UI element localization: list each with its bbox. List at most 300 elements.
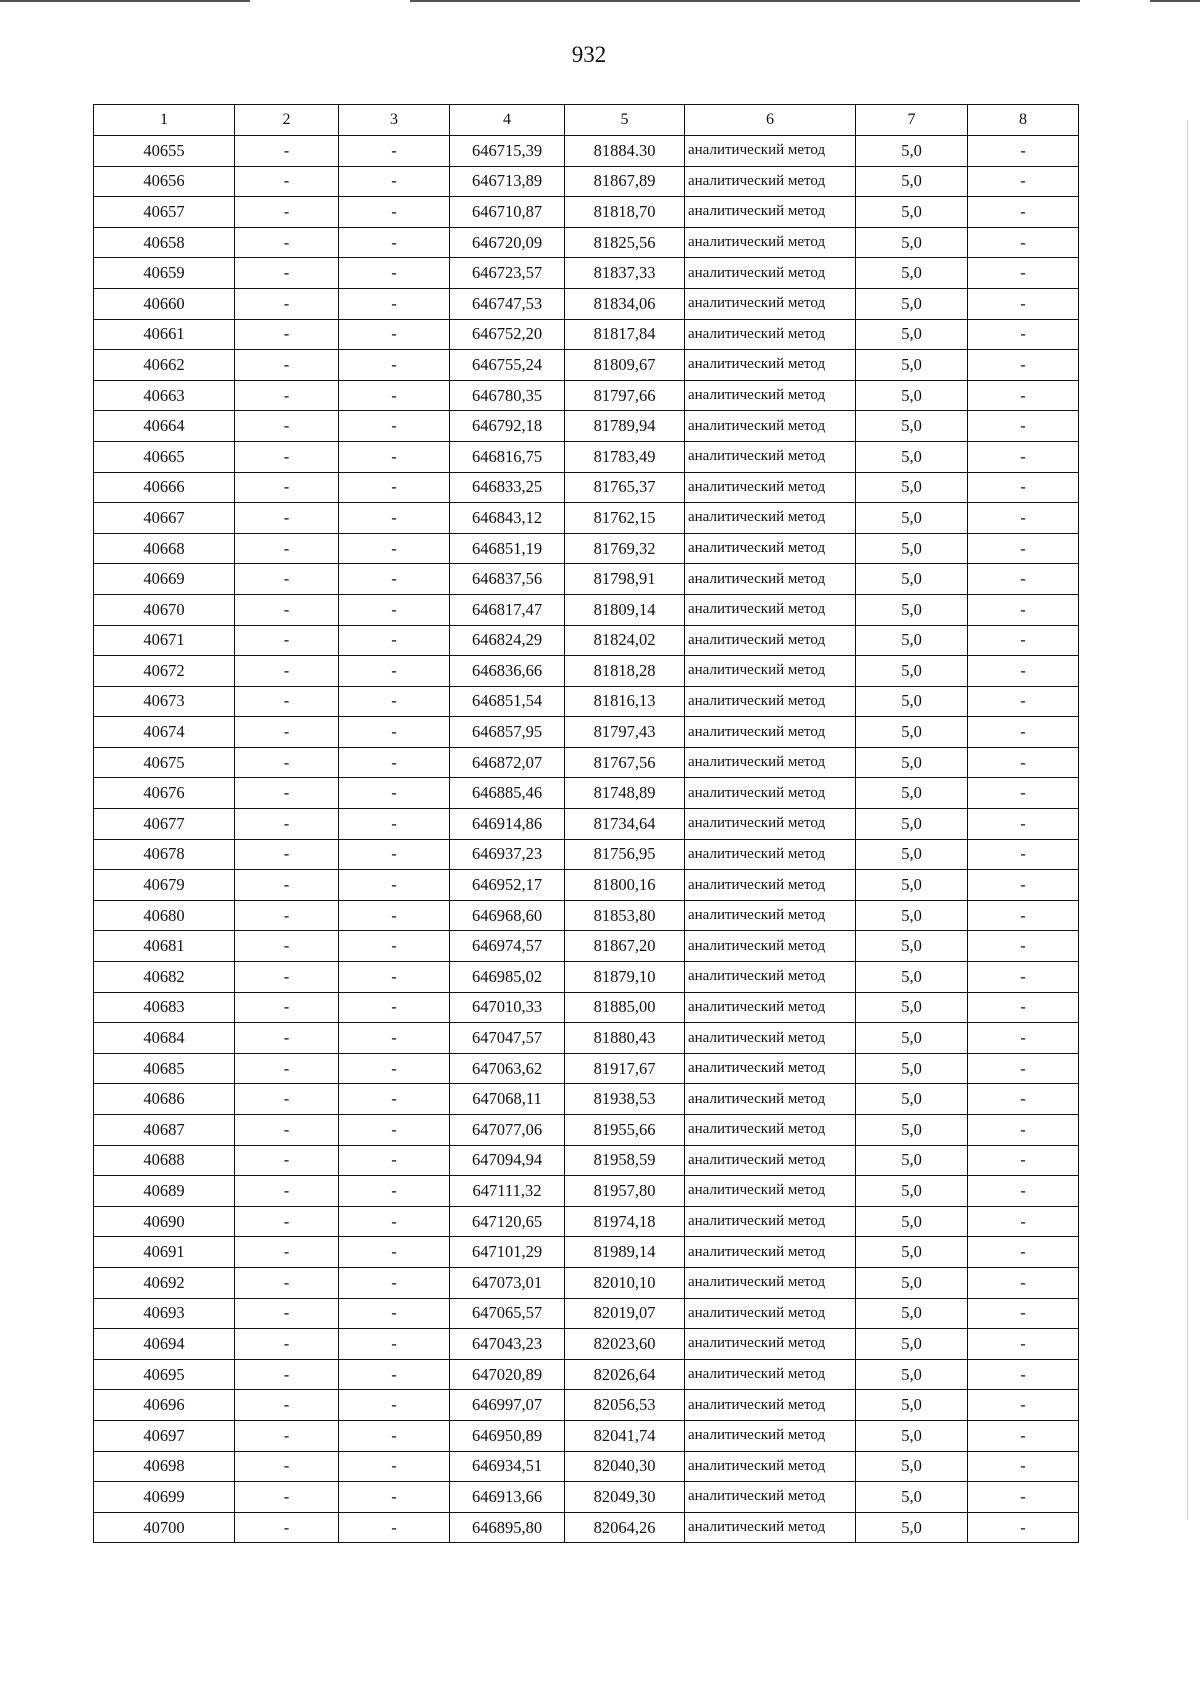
point-number-cell: 40660 bbox=[94, 288, 235, 319]
col-2-value-cell: - bbox=[235, 1298, 339, 1329]
y-coordinate-cell: 81879,10 bbox=[565, 962, 685, 993]
method-cell: аналитический метод bbox=[685, 1267, 856, 1298]
method-cell: аналитический метод bbox=[685, 258, 856, 289]
col-8-value-cell: - bbox=[968, 931, 1079, 962]
col-8-value-cell: - bbox=[968, 319, 1079, 350]
col-2-value-cell: - bbox=[235, 1390, 339, 1421]
method-cell: аналитический метод bbox=[685, 1298, 856, 1329]
method-cell: аналитический метод bbox=[685, 380, 856, 411]
table-row bbox=[94, 503, 1079, 534]
table-row bbox=[94, 288, 1079, 319]
x-coordinate-cell: 646723,57 bbox=[450, 258, 565, 289]
col-8-value-cell: - bbox=[968, 380, 1079, 411]
col-8-value-cell: - bbox=[968, 1084, 1079, 1115]
accuracy-cell: 5,0 bbox=[856, 503, 968, 534]
point-number-cell: 40674 bbox=[94, 717, 235, 748]
x-coordinate-cell: 647020,89 bbox=[450, 1359, 565, 1390]
y-coordinate-cell: 81957,80 bbox=[565, 1176, 685, 1207]
y-coordinate-cell: 81734,64 bbox=[565, 809, 685, 840]
col-8-value-cell: - bbox=[968, 839, 1079, 870]
point-number-cell: 40693 bbox=[94, 1298, 235, 1329]
table-row bbox=[94, 1023, 1079, 1054]
y-coordinate-cell: 81974,18 bbox=[565, 1206, 685, 1237]
accuracy-cell: 5,0 bbox=[856, 625, 968, 656]
col-3-value-cell: - bbox=[339, 1084, 450, 1115]
col-3-value-cell: - bbox=[339, 809, 450, 840]
col-8-value-cell: - bbox=[968, 1451, 1079, 1482]
x-coordinate-cell: 646857,95 bbox=[450, 717, 565, 748]
point-number-cell: 40682 bbox=[94, 962, 235, 993]
column-header-7: 7 bbox=[856, 105, 968, 136]
y-coordinate-cell: 81797,43 bbox=[565, 717, 685, 748]
y-coordinate-cell: 81825,56 bbox=[565, 227, 685, 258]
col-2-value-cell: - bbox=[235, 350, 339, 381]
accuracy-cell: 5,0 bbox=[856, 870, 968, 901]
col-8-value-cell: - bbox=[968, 472, 1079, 503]
table-row bbox=[94, 962, 1079, 993]
x-coordinate-cell: 646950,89 bbox=[450, 1420, 565, 1451]
col-8-value-cell: - bbox=[968, 900, 1079, 931]
accuracy-cell: 5,0 bbox=[856, 1145, 968, 1176]
accuracy-cell: 5,0 bbox=[856, 166, 968, 197]
y-coordinate-cell: 81797,66 bbox=[565, 380, 685, 411]
point-number-cell: 40679 bbox=[94, 870, 235, 901]
accuracy-cell: 5,0 bbox=[856, 1390, 968, 1421]
x-coordinate-cell: 646952,17 bbox=[450, 870, 565, 901]
point-number-cell: 40671 bbox=[94, 625, 235, 656]
y-coordinate-cell: 81837,33 bbox=[565, 258, 685, 289]
accuracy-cell: 5,0 bbox=[856, 472, 968, 503]
table-row bbox=[94, 1267, 1079, 1298]
col-3-value-cell: - bbox=[339, 992, 450, 1023]
col-2-value-cell: - bbox=[235, 931, 339, 962]
point-number-cell: 40664 bbox=[94, 411, 235, 442]
col-3-value-cell: - bbox=[339, 258, 450, 289]
col-8-value-cell: - bbox=[968, 1176, 1079, 1207]
x-coordinate-cell: 647073,01 bbox=[450, 1267, 565, 1298]
y-coordinate-cell: 81834,06 bbox=[565, 288, 685, 319]
col-3-value-cell: - bbox=[339, 1053, 450, 1084]
x-coordinate-cell: 646792,18 bbox=[450, 411, 565, 442]
y-coordinate-cell: 81762,15 bbox=[565, 503, 685, 534]
x-coordinate-cell: 646851,19 bbox=[450, 533, 565, 564]
y-coordinate-cell: 81824,02 bbox=[565, 625, 685, 656]
col-8-value-cell: - bbox=[968, 227, 1079, 258]
table-row bbox=[94, 931, 1079, 962]
col-3-value-cell: - bbox=[339, 931, 450, 962]
x-coordinate-cell: 646851,54 bbox=[450, 686, 565, 717]
y-coordinate-cell: 81884.30 bbox=[565, 136, 685, 167]
method-cell: аналитический метод bbox=[685, 441, 856, 472]
col-2-value-cell: - bbox=[235, 1359, 339, 1390]
scan-edge-marks bbox=[0, 0, 1200, 3]
accuracy-cell: 5,0 bbox=[856, 227, 968, 258]
col-2-value-cell: - bbox=[235, 625, 339, 656]
col-3-value-cell: - bbox=[339, 1420, 450, 1451]
col-2-value-cell: - bbox=[235, 441, 339, 472]
col-8-value-cell: - bbox=[968, 533, 1079, 564]
accuracy-cell: 5,0 bbox=[856, 992, 968, 1023]
method-cell: аналитический метод bbox=[685, 747, 856, 778]
x-coordinate-cell: 646824,29 bbox=[450, 625, 565, 656]
x-coordinate-cell: 647101,29 bbox=[450, 1237, 565, 1268]
col-2-value-cell: - bbox=[235, 1237, 339, 1268]
point-number-cell: 40675 bbox=[94, 747, 235, 778]
col-3-value-cell: - bbox=[339, 1329, 450, 1360]
y-coordinate-cell: 82040,30 bbox=[565, 1451, 685, 1482]
col-3-value-cell: - bbox=[339, 1359, 450, 1390]
col-2-value-cell: - bbox=[235, 533, 339, 564]
col-8-value-cell: - bbox=[968, 564, 1079, 595]
point-number-cell: 40656 bbox=[94, 166, 235, 197]
col-8-value-cell: - bbox=[968, 625, 1079, 656]
y-coordinate-cell: 82064,26 bbox=[565, 1512, 685, 1543]
y-coordinate-cell: 81765,37 bbox=[565, 472, 685, 503]
table-row bbox=[94, 411, 1079, 442]
method-cell: аналитический метод bbox=[685, 1329, 856, 1360]
x-coordinate-cell: 646713,89 bbox=[450, 166, 565, 197]
accuracy-cell: 5,0 bbox=[856, 747, 968, 778]
y-coordinate-cell: 81800,16 bbox=[565, 870, 685, 901]
y-coordinate-cell: 82056,53 bbox=[565, 1390, 685, 1421]
y-coordinate-cell: 82026,64 bbox=[565, 1359, 685, 1390]
method-cell: аналитический метод bbox=[685, 533, 856, 564]
method-cell: аналитический метод bbox=[685, 136, 856, 167]
x-coordinate-cell: 646934,51 bbox=[450, 1451, 565, 1482]
x-coordinate-cell: 647077,06 bbox=[450, 1115, 565, 1146]
table-row bbox=[94, 1176, 1079, 1207]
col-3-value-cell: - bbox=[339, 1298, 450, 1329]
method-cell: аналитический метод bbox=[685, 288, 856, 319]
x-coordinate-cell: 646843,12 bbox=[450, 503, 565, 534]
accuracy-cell: 5,0 bbox=[856, 441, 968, 472]
point-number-cell: 40700 bbox=[94, 1512, 235, 1543]
accuracy-cell: 5,0 bbox=[856, 686, 968, 717]
col-2-value-cell: - bbox=[235, 1451, 339, 1482]
y-coordinate-cell: 81809,14 bbox=[565, 594, 685, 625]
point-number-cell: 40690 bbox=[94, 1206, 235, 1237]
method-cell: аналитический метод bbox=[685, 1420, 856, 1451]
col-8-value-cell: - bbox=[968, 686, 1079, 717]
col-2-value-cell: - bbox=[235, 1115, 339, 1146]
point-number-cell: 40661 bbox=[94, 319, 235, 350]
col-3-value-cell: - bbox=[339, 625, 450, 656]
col-2-value-cell: - bbox=[235, 1084, 339, 1115]
x-coordinate-cell: 646710,87 bbox=[450, 197, 565, 228]
table-row bbox=[94, 992, 1079, 1023]
col-3-value-cell: - bbox=[339, 533, 450, 564]
table-row bbox=[94, 656, 1079, 687]
accuracy-cell: 5,0 bbox=[856, 1115, 968, 1146]
col-3-value-cell: - bbox=[339, 288, 450, 319]
method-cell: аналитический метод bbox=[685, 686, 856, 717]
y-coordinate-cell: 81958,59 bbox=[565, 1145, 685, 1176]
y-coordinate-cell: 81867,89 bbox=[565, 166, 685, 197]
table-row bbox=[94, 1512, 1079, 1543]
method-cell: аналитический метод bbox=[685, 717, 856, 748]
x-coordinate-cell: 647094,94 bbox=[450, 1145, 565, 1176]
x-coordinate-cell: 646833,25 bbox=[450, 472, 565, 503]
accuracy-cell: 5,0 bbox=[856, 1329, 968, 1360]
x-coordinate-cell: 646885,46 bbox=[450, 778, 565, 809]
accuracy-cell: 5,0 bbox=[856, 1451, 968, 1482]
col-2-value-cell: - bbox=[235, 1329, 339, 1360]
method-cell: аналитический метод bbox=[685, 197, 856, 228]
point-number-cell: 40681 bbox=[94, 931, 235, 962]
column-header-6: 6 bbox=[685, 105, 856, 136]
col-3-value-cell: - bbox=[339, 380, 450, 411]
col-2-value-cell: - bbox=[235, 747, 339, 778]
table-row bbox=[94, 1359, 1079, 1390]
point-number-cell: 40669 bbox=[94, 564, 235, 595]
col-3-value-cell: - bbox=[339, 839, 450, 870]
table-row bbox=[94, 1298, 1079, 1329]
table-row bbox=[94, 1053, 1079, 1084]
col-3-value-cell: - bbox=[339, 197, 450, 228]
point-number-cell: 40665 bbox=[94, 441, 235, 472]
col-2-value-cell: - bbox=[235, 288, 339, 319]
method-cell: аналитический метод bbox=[685, 1145, 856, 1176]
method-cell: аналитический метод bbox=[685, 656, 856, 687]
table-row bbox=[94, 870, 1079, 901]
point-number-cell: 40673 bbox=[94, 686, 235, 717]
table-row bbox=[94, 686, 1079, 717]
table-row bbox=[94, 717, 1079, 748]
accuracy-cell: 5,0 bbox=[856, 962, 968, 993]
column-header-8: 8 bbox=[968, 105, 1079, 136]
x-coordinate-cell: 646997,07 bbox=[450, 1390, 565, 1421]
y-coordinate-cell: 81853,80 bbox=[565, 900, 685, 931]
col-2-value-cell: - bbox=[235, 1053, 339, 1084]
col-2-value-cell: - bbox=[235, 1512, 339, 1543]
method-cell: аналитический метод bbox=[685, 1023, 856, 1054]
accuracy-cell: 5,0 bbox=[856, 1206, 968, 1237]
col-8-value-cell: - bbox=[968, 594, 1079, 625]
table-row bbox=[94, 1206, 1079, 1237]
col-3-value-cell: - bbox=[339, 900, 450, 931]
x-coordinate-cell: 646837,56 bbox=[450, 564, 565, 595]
x-coordinate-cell: 647047,57 bbox=[450, 1023, 565, 1054]
table-row bbox=[94, 1482, 1079, 1513]
table-row bbox=[94, 258, 1079, 289]
x-coordinate-cell: 647010,33 bbox=[450, 992, 565, 1023]
col-2-value-cell: - bbox=[235, 166, 339, 197]
x-coordinate-cell: 646914,86 bbox=[450, 809, 565, 840]
y-coordinate-cell: 81769,32 bbox=[565, 533, 685, 564]
method-cell: аналитический метод bbox=[685, 625, 856, 656]
accuracy-cell: 5,0 bbox=[856, 533, 968, 564]
table-row bbox=[94, 839, 1079, 870]
x-coordinate-cell: 647068,11 bbox=[450, 1084, 565, 1115]
point-number-cell: 40672 bbox=[94, 656, 235, 687]
point-number-cell: 40687 bbox=[94, 1115, 235, 1146]
x-coordinate-cell: 647065,57 bbox=[450, 1298, 565, 1329]
point-number-cell: 40677 bbox=[94, 809, 235, 840]
col-8-value-cell: - bbox=[968, 1053, 1079, 1084]
y-coordinate-cell: 82019,07 bbox=[565, 1298, 685, 1329]
point-number-cell: 40685 bbox=[94, 1053, 235, 1084]
point-number-cell: 40698 bbox=[94, 1451, 235, 1482]
x-coordinate-cell: 646715,39 bbox=[450, 136, 565, 167]
col-2-value-cell: - bbox=[235, 870, 339, 901]
point-number-cell: 40696 bbox=[94, 1390, 235, 1421]
accuracy-cell: 5,0 bbox=[856, 288, 968, 319]
x-coordinate-cell: 646895,80 bbox=[450, 1512, 565, 1543]
method-cell: аналитический метод bbox=[685, 503, 856, 534]
col-2-value-cell: - bbox=[235, 319, 339, 350]
point-number-cell: 40658 bbox=[94, 227, 235, 258]
col-8-value-cell: - bbox=[968, 1237, 1079, 1268]
accuracy-cell: 5,0 bbox=[856, 411, 968, 442]
col-3-value-cell: - bbox=[339, 1176, 450, 1207]
col-8-value-cell: - bbox=[968, 288, 1079, 319]
method-cell: аналитический метод bbox=[685, 778, 856, 809]
point-number-cell: 40692 bbox=[94, 1267, 235, 1298]
accuracy-cell: 5,0 bbox=[856, 1084, 968, 1115]
point-number-cell: 40657 bbox=[94, 197, 235, 228]
y-coordinate-cell: 81938,53 bbox=[565, 1084, 685, 1115]
col-2-value-cell: - bbox=[235, 809, 339, 840]
col-2-value-cell: - bbox=[235, 717, 339, 748]
table-row bbox=[94, 1420, 1079, 1451]
y-coordinate-cell: 81818,28 bbox=[565, 656, 685, 687]
x-coordinate-cell: 646968,60 bbox=[450, 900, 565, 931]
point-number-cell: 40691 bbox=[94, 1237, 235, 1268]
method-cell: аналитический метод bbox=[685, 1482, 856, 1513]
y-coordinate-cell: 81818,70 bbox=[565, 197, 685, 228]
col-2-value-cell: - bbox=[235, 503, 339, 534]
col-2-value-cell: - bbox=[235, 411, 339, 442]
table-row bbox=[94, 1451, 1079, 1482]
col-8-value-cell: - bbox=[968, 1390, 1079, 1421]
col-2-value-cell: - bbox=[235, 380, 339, 411]
col-3-value-cell: - bbox=[339, 472, 450, 503]
table-row bbox=[94, 472, 1079, 503]
col-2-value-cell: - bbox=[235, 472, 339, 503]
x-coordinate-cell: 646816,75 bbox=[450, 441, 565, 472]
col-3-value-cell: - bbox=[339, 1206, 450, 1237]
col-3-value-cell: - bbox=[339, 350, 450, 381]
x-coordinate-cell: 646780,35 bbox=[450, 380, 565, 411]
point-number-cell: 40689 bbox=[94, 1176, 235, 1207]
point-number-cell: 40688 bbox=[94, 1145, 235, 1176]
y-coordinate-cell: 81809,67 bbox=[565, 350, 685, 381]
col-8-value-cell: - bbox=[968, 1023, 1079, 1054]
x-coordinate-cell: 646817,47 bbox=[450, 594, 565, 625]
method-cell: аналитический метод bbox=[685, 564, 856, 595]
col-2-value-cell: - bbox=[235, 1023, 339, 1054]
accuracy-cell: 5,0 bbox=[856, 1512, 968, 1543]
col-3-value-cell: - bbox=[339, 594, 450, 625]
y-coordinate-cell: 81880,43 bbox=[565, 1023, 685, 1054]
accuracy-cell: 5,0 bbox=[856, 319, 968, 350]
method-cell: аналитический метод bbox=[685, 992, 856, 1023]
col-2-value-cell: - bbox=[235, 962, 339, 993]
point-number-cell: 40668 bbox=[94, 533, 235, 564]
table-row bbox=[94, 441, 1079, 472]
table-body bbox=[94, 136, 1079, 1543]
accuracy-cell: 5,0 bbox=[856, 1053, 968, 1084]
col-3-value-cell: - bbox=[339, 1145, 450, 1176]
table-row bbox=[94, 747, 1079, 778]
col-8-value-cell: - bbox=[968, 503, 1079, 534]
col-3-value-cell: - bbox=[339, 441, 450, 472]
col-8-value-cell: - bbox=[968, 258, 1079, 289]
table-row bbox=[94, 1390, 1079, 1421]
col-2-value-cell: - bbox=[235, 564, 339, 595]
y-coordinate-cell: 81748,89 bbox=[565, 778, 685, 809]
point-number-cell: 40663 bbox=[94, 380, 235, 411]
accuracy-cell: 5,0 bbox=[856, 931, 968, 962]
table-row bbox=[94, 1084, 1079, 1115]
y-coordinate-cell: 81955,66 bbox=[565, 1115, 685, 1146]
col-8-value-cell: - bbox=[968, 1482, 1079, 1513]
point-number-cell: 40695 bbox=[94, 1359, 235, 1390]
column-header-1: 1 bbox=[94, 105, 235, 136]
table-row bbox=[94, 564, 1079, 595]
x-coordinate-cell: 646752,20 bbox=[450, 319, 565, 350]
col-2-value-cell: - bbox=[235, 1206, 339, 1237]
point-number-cell: 40662 bbox=[94, 350, 235, 381]
accuracy-cell: 5,0 bbox=[856, 1237, 968, 1268]
col-2-value-cell: - bbox=[235, 900, 339, 931]
method-cell: аналитический метод bbox=[685, 1084, 856, 1115]
accuracy-cell: 5,0 bbox=[856, 1023, 968, 1054]
col-3-value-cell: - bbox=[339, 1115, 450, 1146]
method-cell: аналитический метод bbox=[685, 1206, 856, 1237]
col-3-value-cell: - bbox=[339, 686, 450, 717]
col-3-value-cell: - bbox=[339, 962, 450, 993]
col-8-value-cell: - bbox=[968, 350, 1079, 381]
point-number-cell: 40678 bbox=[94, 839, 235, 870]
col-8-value-cell: - bbox=[968, 1420, 1079, 1451]
accuracy-cell: 5,0 bbox=[856, 839, 968, 870]
col-8-value-cell: - bbox=[968, 166, 1079, 197]
col-8-value-cell: - bbox=[968, 1206, 1079, 1237]
method-cell: аналитический метод bbox=[685, 411, 856, 442]
y-coordinate-cell: 82041,74 bbox=[565, 1420, 685, 1451]
table-row bbox=[94, 136, 1079, 167]
table-row bbox=[94, 1237, 1079, 1268]
x-coordinate-cell: 646755,24 bbox=[450, 350, 565, 381]
point-number-cell: 40680 bbox=[94, 900, 235, 931]
method-cell: аналитический метод bbox=[685, 166, 856, 197]
method-cell: аналитический метод bbox=[685, 962, 856, 993]
table-row bbox=[94, 594, 1079, 625]
col-3-value-cell: - bbox=[339, 1512, 450, 1543]
col-2-value-cell: - bbox=[235, 136, 339, 167]
table-row bbox=[94, 227, 1079, 258]
point-number-cell: 40684 bbox=[94, 1023, 235, 1054]
column-header-4: 4 bbox=[450, 105, 565, 136]
accuracy-cell: 5,0 bbox=[856, 1176, 968, 1207]
col-3-value-cell: - bbox=[339, 1023, 450, 1054]
table-row bbox=[94, 1145, 1079, 1176]
col-8-value-cell: - bbox=[968, 656, 1079, 687]
col-3-value-cell: - bbox=[339, 1267, 450, 1298]
col-8-value-cell: - bbox=[968, 778, 1079, 809]
accuracy-cell: 5,0 bbox=[856, 1298, 968, 1329]
y-coordinate-cell: 81783,49 bbox=[565, 441, 685, 472]
point-number-cell: 40659 bbox=[94, 258, 235, 289]
y-coordinate-cell: 81767,56 bbox=[565, 747, 685, 778]
table-row bbox=[94, 350, 1079, 381]
table-row bbox=[94, 1329, 1079, 1360]
accuracy-cell: 5,0 bbox=[856, 1267, 968, 1298]
point-number-cell: 40667 bbox=[94, 503, 235, 534]
x-coordinate-cell: 646836,66 bbox=[450, 656, 565, 687]
method-cell: аналитический метод bbox=[685, 839, 856, 870]
